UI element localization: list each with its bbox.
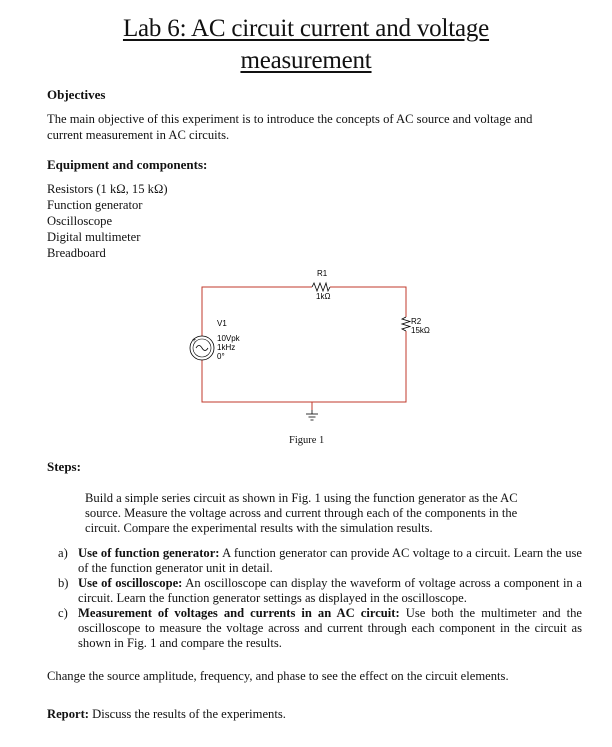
ground-icon xyxy=(306,410,318,420)
equipment-item: Function generator xyxy=(47,198,143,212)
step-item-b xyxy=(58,576,582,606)
step-label: b) xyxy=(58,576,69,590)
ac-source-v1-symbol xyxy=(190,336,214,360)
equipment-item: Breadboard xyxy=(47,246,106,260)
v1-amplitude-label: 10Vpk xyxy=(217,334,240,343)
r1-name-label: R1 xyxy=(317,269,328,278)
step-item-a xyxy=(58,546,582,576)
r1-value-label: 1kΩ xyxy=(316,292,331,301)
objectives-text xyxy=(47,111,587,143)
objectives-line-1: The main objective of this experiment is to introduce the concepts of AC source and voltage and xyxy=(47,112,533,126)
step-label: c) xyxy=(58,606,68,620)
equipment-heading: Equipment and components: xyxy=(47,157,208,172)
report-paragraph xyxy=(47,706,286,722)
title-line-2: measurement xyxy=(240,47,372,74)
v1-phase-label: 0° xyxy=(217,352,225,361)
steps-intro xyxy=(85,491,585,536)
equipment-list xyxy=(47,181,197,261)
objectives-heading: Objectives xyxy=(47,87,106,102)
equipment-item: Digital multimeter xyxy=(47,230,141,244)
steps-intro-line-1: Build a simple series circuit as shown in Fig. 1 using the function generator as the AC xyxy=(85,491,518,505)
svg-text:+: + xyxy=(192,337,197,344)
equipment-item: Oscilloscope xyxy=(47,214,113,228)
r2-name-label: R2 xyxy=(411,317,422,326)
step-text: Use both the multimeter and the oscilloscope to measure the voltage across and current through each component in the circuit as shown in Fig. 1 and compare the results. xyxy=(78,606,583,650)
circuit-diagram xyxy=(180,262,430,432)
steps-intro-line-2: source. Measure the voltage across and current through each of the components in the xyxy=(85,506,518,520)
step-text: An oscilloscope can display the waveform of voltage across a component in a circuit. Learn the function generator settings as displayed in the oscilloscope. xyxy=(78,576,582,605)
steps-heading: Steps: xyxy=(47,459,81,474)
step-text: A function generator can provide AC voltage to a circuit. Learn the use of the function generator unit in detail. xyxy=(78,546,582,575)
resistor-r2-symbol xyxy=(402,317,410,331)
v1-frequency-label: 1kHz xyxy=(217,343,236,352)
equipment-item: Resistors (1 kΩ, 15 kΩ) xyxy=(47,182,168,196)
step-bold-title: Measurement of voltages and currents in an AC circuit: xyxy=(78,606,400,620)
steps-closing: Change the source amplitude, frequency, and phase to see the effect on the circuit elements. xyxy=(47,669,509,683)
steps-intro-line-3: circuit. Compare the experimental results with the simulation results. xyxy=(85,521,433,535)
report-text: Discuss the results of the experiments. xyxy=(88,707,286,721)
step-item-c xyxy=(58,606,582,651)
objectives-line-2: current measurement in AC circuits. xyxy=(47,128,230,142)
title-line-1: Lab 6: AC circuit current and voltage xyxy=(122,15,490,42)
step-bold-title: Use of oscilloscope: xyxy=(78,576,183,590)
report-label: Report: xyxy=(47,707,89,721)
figure-caption: Figure 1 xyxy=(289,435,325,446)
r2-value-label: 15kΩ xyxy=(411,326,430,335)
step-label: a) xyxy=(58,546,68,560)
step-bold-title: Use of function generator: xyxy=(78,546,220,560)
resistor-r1-symbol xyxy=(312,283,330,291)
v1-name-label: V1 xyxy=(217,319,227,328)
